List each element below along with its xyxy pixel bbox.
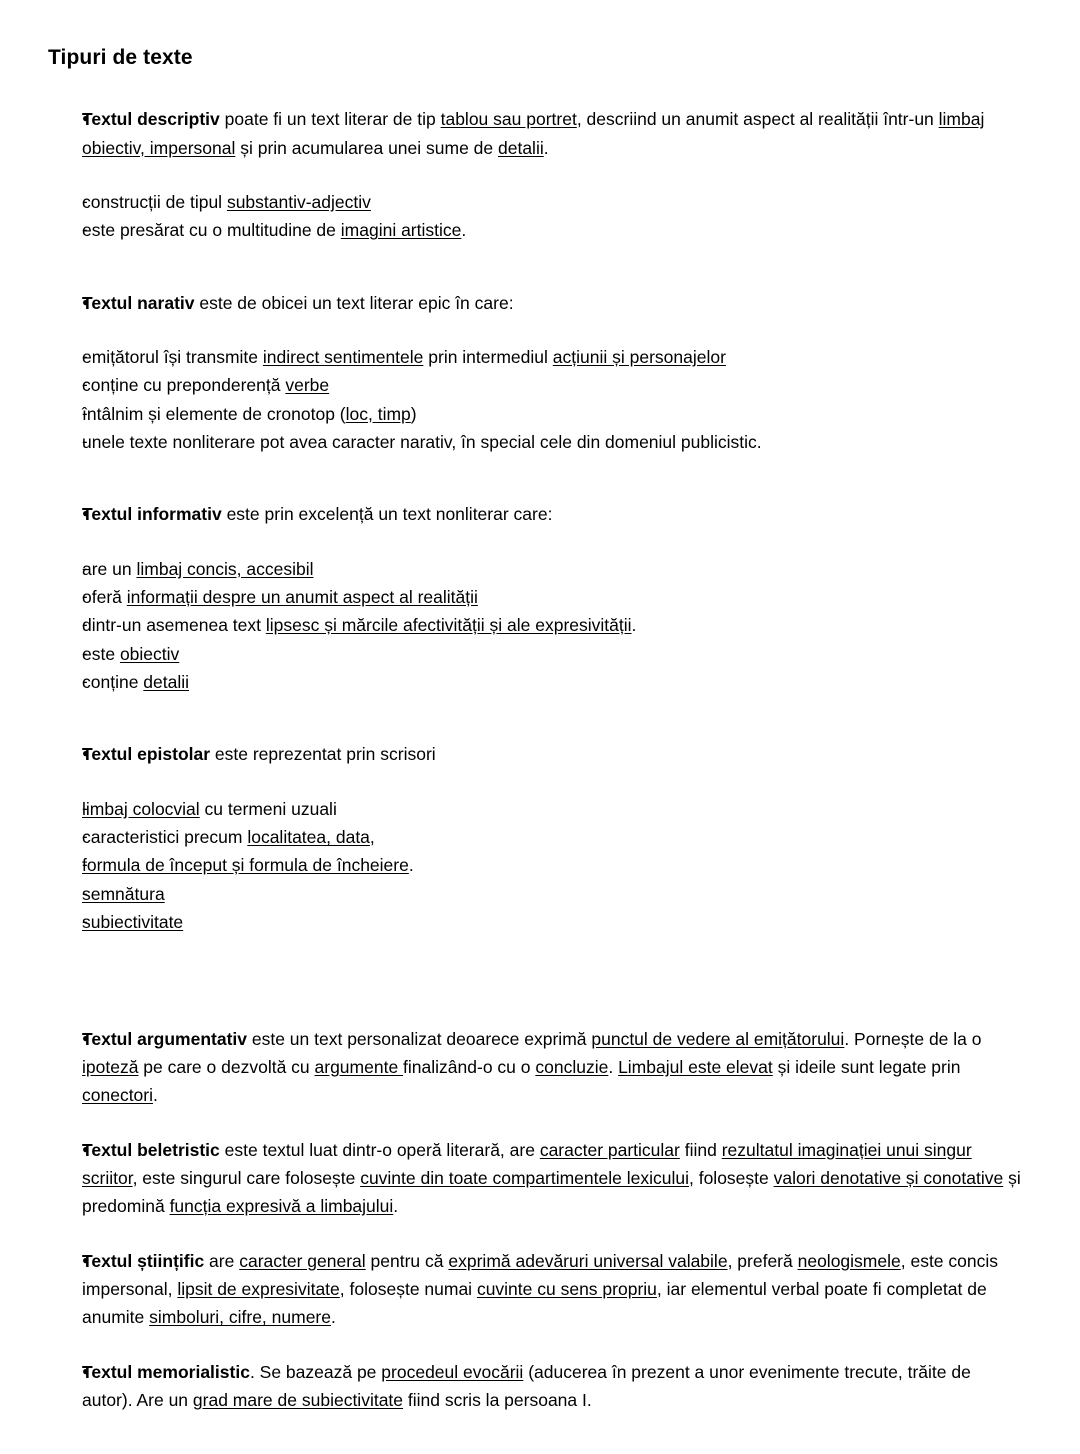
spacer <box>44 1332 1036 1358</box>
section-heading-text-epistolar <box>82 740 1036 768</box>
final-bullet-2-run-1: are <box>204 1250 240 1271</box>
final-bullet-0-run-3: . Pornește de la o <box>844 1028 982 1049</box>
list-item <box>44 555 1036 583</box>
final-bullet-2-run-5: , preferă <box>727 1250 798 1271</box>
bullet-paragraph <box>44 1025 1036 1110</box>
dash-marker-icon <box>44 851 82 879</box>
final-bullet-0-run-4: ipoteză <box>82 1056 139 1077</box>
dash-marker-icon <box>44 583 82 611</box>
section-informativ-heading-run-1: este prin excelență un text nonliterar care: <box>221 504 553 525</box>
section-informativ-item-1-run-0: oferă <box>82 587 127 608</box>
final-bullet-1-run-2: caracter particular <box>539 1139 680 1160</box>
bullet-dot-icon <box>44 500 82 528</box>
list-item-text <box>82 583 1036 611</box>
section-heading-narativ <box>44 289 1036 317</box>
section-narativ-heading-run-1: este de obicei un text literar epic în care: <box>194 292 514 313</box>
section-epistolar-item-4-run-0: subiectivitate <box>82 912 184 933</box>
sections-container <box>44 105 1036 980</box>
dash-marker-icon <box>44 216 82 244</box>
section-narativ <box>44 289 1036 501</box>
final-bullet-0-run-6: argumente <box>314 1056 404 1077</box>
bullet-paragraph <box>44 1247 1036 1332</box>
section-narativ-item-2-run-1: loc, timp <box>345 403 411 424</box>
page-title: Tipuri de texte <box>48 46 193 69</box>
section-narativ-item-2-run-0: întâlnim și elemente de cronotop ( <box>82 403 346 424</box>
section-epistolar-item-0-run-0: limbaj colocvial <box>82 798 200 819</box>
final-bullet-0-run-9: . <box>608 1056 619 1077</box>
list-item-text <box>82 640 1036 668</box>
final-bullet-0-run-13: . <box>153 1085 158 1106</box>
list-item <box>44 371 1036 399</box>
section-informativ-item-2-run-0: dintr-un asemenea text <box>82 615 266 636</box>
final-bullet-0-run-12: conectori <box>82 1085 154 1106</box>
final-bullet-3-run-0: Textul memorialistic <box>82 1361 250 1382</box>
section-epistolar-item-1-run-1: localitatea, data <box>247 827 370 848</box>
dash-marker-icon <box>44 611 82 639</box>
section-epistolar-item-0-run-1: cu termeni uzuali <box>199 798 337 819</box>
final-bullet-2-run-6: neologismele <box>797 1250 901 1271</box>
section-descriptiv-item-0-run-0: construcții de tipul <box>82 191 227 212</box>
list-item-text <box>82 371 1036 399</box>
section-epistolar-heading-run-1: este reprezentat prin scrisori <box>210 744 436 765</box>
final-bullet-3-run-3: (aducerea în prezent a unor evenimente trecute, trăite de autor). Are un <box>82 1361 971 1410</box>
dash-marker-icon <box>44 555 82 583</box>
list-item <box>44 343 1036 371</box>
final-bullet-3-run-2: procedeul evocării <box>381 1361 524 1382</box>
spacer <box>44 456 1036 500</box>
final-bullet-3-run-5: fiind scris la persoana I. <box>403 1389 592 1410</box>
final-bullet-3-run-1: . Se bazează pe <box>249 1361 382 1382</box>
list-item-text <box>82 400 1036 428</box>
final-bullet-0-run-11: și ideile sunt legate prin <box>772 1056 961 1077</box>
section-narativ-item-0-run-2: prin intermediul <box>423 347 553 368</box>
section-heading-text-narativ <box>82 289 1036 317</box>
section-informativ-item-4-run-0: conține <box>82 672 144 693</box>
section-descriptiv-item-1-run-1: imagini artistice <box>340 220 462 241</box>
list-item-text <box>82 668 1036 696</box>
list-item <box>44 880 1036 908</box>
bullet-dot-icon <box>44 105 82 133</box>
section-narativ-item-0-run-1: indirect sentimentele <box>262 347 424 368</box>
section-descriptiv-heading-run-7: . <box>543 137 549 158</box>
section-narativ-item-1-run-0: conține cu preponderență <box>82 375 286 396</box>
final-bullet-0-run-1: este un text personalizat deoarece exprimă <box>247 1028 592 1049</box>
list-item-text <box>82 188 1036 216</box>
list-item-text <box>82 343 1036 371</box>
final-bullet-1-run-6: cuvinte din toate compartimentele lexicului <box>360 1167 689 1188</box>
section-heading-informativ <box>44 500 1036 528</box>
section-descriptiv-item-1-run-0: este presărat cu o multitudine de <box>82 220 341 241</box>
bullet-dot-icon <box>44 1136 82 1164</box>
final-bullet-0-run-2: punctul de vedere al emițătorului <box>591 1028 845 1049</box>
spacer <box>44 1110 1036 1136</box>
section-informativ-item-0-run-0: are un <box>82 558 137 579</box>
final-bullet-1-run-0: Textul beletristic <box>82 1139 220 1160</box>
dash-marker-icon <box>44 640 82 668</box>
final-bullet-0-run-8: concluzie <box>535 1056 609 1077</box>
section-descriptiv-item-0-run-1: substantiv-adjectiv <box>226 191 371 212</box>
spacer <box>44 317 1036 343</box>
section-epistolar-item-3-run-0: semnătura <box>82 883 165 904</box>
section-narativ-item-2-run-2: ) <box>410 403 417 424</box>
list-item-text <box>82 611 1036 639</box>
dash-marker-icon <box>44 880 82 908</box>
final-bullet-2-run-3: pentru că <box>365 1250 449 1271</box>
final-bullet-1-run-7: , folosește <box>688 1167 774 1188</box>
section-informativ-item-0-run-1: limbaj concis, accesibil <box>136 558 314 579</box>
section-epistolar-item-2-run-1: . <box>408 855 414 876</box>
final-bullet-2-run-4: exprimă adevăruri universal valabile <box>448 1250 728 1271</box>
section-informativ-heading-run-0: Textul informativ <box>82 504 222 525</box>
list-item-text <box>82 555 1036 583</box>
list-item-text <box>82 428 1036 456</box>
list-item <box>44 428 1036 456</box>
bullet-dot-icon <box>44 1247 82 1275</box>
final-bullet-0-run-0: Textul argumentativ <box>82 1028 247 1049</box>
dash-marker-icon <box>44 668 82 696</box>
list-item <box>44 640 1036 668</box>
list-item <box>44 668 1036 696</box>
section-informativ-item-3-run-1: obiectiv <box>119 643 180 664</box>
list-item-text <box>82 851 1036 879</box>
list-item-text <box>82 795 1036 823</box>
list-item <box>44 851 1036 879</box>
bullet-dot-icon <box>44 740 82 768</box>
section-informativ-item-2-run-1: lipsesc și mărcile afectivității și ale expresivității <box>265 615 632 636</box>
bullet-paragraph-text <box>82 1136 1036 1221</box>
dash-marker-icon <box>44 371 82 399</box>
bullet-dot-icon <box>44 289 82 317</box>
list-item <box>44 583 1036 611</box>
section-informativ <box>44 500 1036 740</box>
bullet-paragraph-text <box>82 1247 1036 1332</box>
list-item <box>44 795 1036 823</box>
section-informativ-item-3-run-0: este <box>82 643 120 664</box>
dash-marker-icon <box>44 908 82 936</box>
section-descriptiv-item-1-run-2: . <box>461 220 467 241</box>
final-bullet-3-run-4: grad mare de subiectivitate <box>192 1389 404 1410</box>
section-descriptiv-heading-run-3: , descriind un anumit aspect al realității într-un <box>576 109 939 130</box>
spacer <box>44 1221 1036 1247</box>
section-narativ-item-0-run-3: acțiunii și personajelor <box>552 347 726 368</box>
spacer <box>44 245 1036 289</box>
section-descriptiv-heading-run-6: detalii <box>498 137 544 158</box>
section-informativ-item-1-run-1: informații despre un anumit aspect al realității <box>126 587 478 608</box>
section-epistolar-item-2-run-0: formula de început și formula de încheiere <box>82 855 409 876</box>
final-bullet-2-run-8: lipsit de expresivitate <box>177 1278 340 1299</box>
final-bullet-1-run-11: . <box>393 1196 399 1217</box>
section-heading-text-descriptiv <box>82 105 1036 162</box>
final-bullet-1-run-5: , este singurul care folosește <box>132 1167 361 1188</box>
final-bullet-2-run-10: cuvinte cu sens propriu <box>476 1278 657 1299</box>
list-item-text <box>82 216 1036 244</box>
section-heading-epistolar <box>44 740 1036 768</box>
section-narativ-heading-run-0: Textul narativ <box>82 292 195 313</box>
final-bullet-1-run-1: este textul luat dintr-o operă literară, are <box>219 1139 540 1160</box>
section-narativ-item-3-run-0: unele texte nonliterare pot avea caracter narativ, în special cele din domeniul publicistic. <box>82 432 762 453</box>
section-descriptiv-heading-run-4: limbaj obiectiv, impersonal <box>82 109 985 158</box>
final-bullet-0-run-10: Limbajul este elevat <box>618 1056 773 1077</box>
section-descriptiv-heading-run-0: Textul descriptiv <box>82 109 220 130</box>
bullet-paragraph-text <box>82 1025 1036 1110</box>
section-epistolar-item-1-run-0: caracteristici precum <box>82 827 248 848</box>
bullet-dot-icon <box>44 1358 82 1386</box>
list-item <box>44 188 1036 216</box>
final-bullet-2-run-7: , este concis impersonal, <box>82 1250 999 1299</box>
section-narativ-item-0-run-0: emițătorul își transmite <box>82 347 263 368</box>
final-bullet-1-run-9: și predomină <box>82 1167 1021 1217</box>
dash-marker-icon <box>44 343 82 371</box>
dash-marker-icon <box>44 795 82 823</box>
bullet-dot-icon <box>44 1025 82 1053</box>
bullet-paragraph <box>44 1136 1036 1221</box>
dash-marker-icon <box>44 428 82 456</box>
section-narativ-item-1-run-1: verbe <box>285 375 330 396</box>
bullet-paragraph <box>44 1358 1036 1415</box>
spacer <box>44 937 1036 981</box>
section-epistolar <box>44 740 1036 980</box>
list-item-text <box>82 880 1036 908</box>
final-bullet-2-run-12: simboluri, cifre, numere <box>149 1307 331 1328</box>
final-bullet-1-run-4: rezultatul imaginației unui singur scriitor <box>82 1139 972 1188</box>
spacer <box>44 981 1036 1025</box>
section-descriptiv-heading-run-2: tablou sau portret <box>440 109 577 130</box>
spacer <box>44 769 1036 795</box>
list-item <box>44 216 1036 244</box>
list-item-text <box>82 908 1036 936</box>
section-descriptiv-heading-run-5: și prin acumularea unei sume de <box>235 137 498 158</box>
final-bullet-2-run-11: , iar elementul verbal poate fi completat de anumite <box>82 1278 987 1328</box>
section-heading-descriptiv <box>44 105 1036 162</box>
final-bullet-1-run-3: fiind <box>679 1139 722 1160</box>
section-informativ-item-4-run-1: detalii <box>143 672 190 693</box>
section-epistolar-heading-run-0: Textul epistolar <box>82 744 211 765</box>
final-bullets-container <box>44 1025 1036 1415</box>
final-bullet-2-run-9: , folosește numai <box>339 1278 477 1299</box>
spacer <box>44 162 1036 188</box>
list-item <box>44 611 1036 639</box>
section-heading-text-informativ <box>82 500 1036 528</box>
final-bullet-2-run-13: . <box>331 1307 336 1328</box>
final-bullet-0-run-7: finalizând-o cu o <box>403 1056 536 1077</box>
final-bullet-1-run-8: valori denotative și conotative <box>773 1167 1004 1188</box>
section-informativ-item-2-run-2: . <box>631 615 637 636</box>
section-descriptiv <box>44 105 1036 288</box>
list-item <box>44 400 1036 428</box>
list-item <box>44 908 1036 936</box>
list-item <box>44 823 1036 851</box>
final-bullet-1-run-10: funcția expresivă a limbajului <box>169 1196 394 1217</box>
final-bullet-0-run-5: pe care o dezvoltă cu <box>138 1056 315 1077</box>
spacer <box>44 529 1036 555</box>
final-bullet-2-run-0: Textul științific <box>82 1250 205 1271</box>
spacer <box>44 696 1036 740</box>
bullet-paragraph-text <box>82 1358 1036 1415</box>
dash-marker-icon <box>44 188 82 216</box>
section-epistolar-item-1-run-2: , <box>369 827 375 848</box>
list-item-text <box>82 823 1036 851</box>
dash-marker-icon <box>44 400 82 428</box>
section-descriptiv-heading-run-1: poate fi un text literar de tip <box>219 109 441 130</box>
final-bullet-2-run-2: caracter general <box>239 1250 366 1271</box>
dash-marker-icon <box>44 823 82 851</box>
